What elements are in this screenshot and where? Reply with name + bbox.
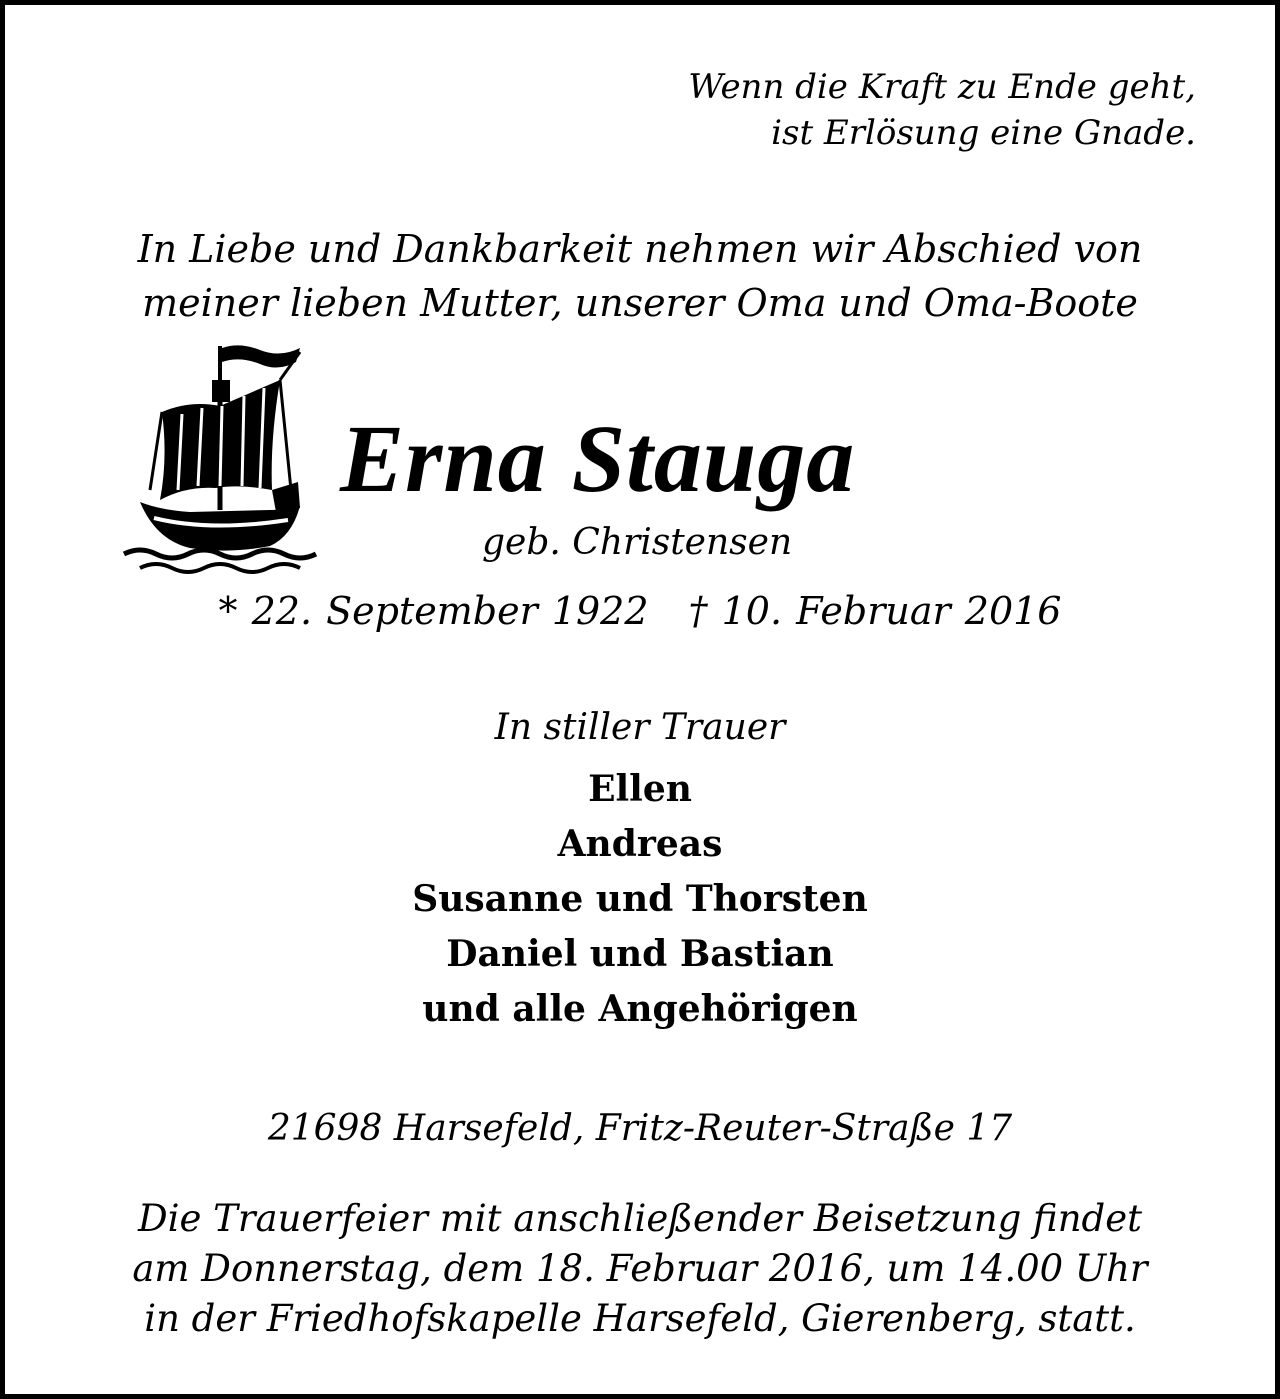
mourner-name: Daniel und Bastian <box>446 933 834 975</box>
service-line: am Donnerstag, dem 18. Februar 2016, um 14.00 Uhr <box>132 1247 1148 1290</box>
mourner-name: Andreas <box>557 823 723 865</box>
service-info <box>0 1194 1280 1344</box>
intro-line: In Liebe und Dankbarkeit nehmen wir Abschied von <box>137 227 1143 271</box>
birth-date: * 22. September 1922 <box>218 589 649 633</box>
maiden-name: geb. Christensen <box>482 522 793 563</box>
mourner-name: Susanne und Thorsten <box>412 878 868 920</box>
motto-line: ist Erlösung eine Gnade. <box>771 113 1196 153</box>
deceased-name: Erna Stauga <box>340 405 856 512</box>
service-line: Die Trauerfeier mit anschließender Beisetzung findet <box>137 1197 1142 1240</box>
intro-line: meiner lieben Mutter, unserer Oma und Oma-Boote <box>142 281 1138 325</box>
motto <box>688 64 1196 156</box>
address: 21698 Harsefeld, Fritz-Reuter-Straße 17 <box>267 1108 1013 1149</box>
death-date: † 10. Februar 2016 <box>688 589 1062 633</box>
sailing-ship-icon <box>120 340 320 575</box>
life-dates <box>0 584 1280 638</box>
service-line: in der Friedhofskapelle Harsefeld, Gierenberg, statt. <box>144 1297 1136 1340</box>
motto-line: Wenn die Kraft zu Ende geht, <box>688 67 1196 107</box>
mourning-heading: In stiller Trauer <box>494 707 786 748</box>
mourners-list <box>0 762 1280 1037</box>
mourner-name: Ellen <box>588 768 692 810</box>
intro-text <box>0 222 1280 330</box>
mourner-name: und alle Angehörigen <box>422 988 858 1030</box>
